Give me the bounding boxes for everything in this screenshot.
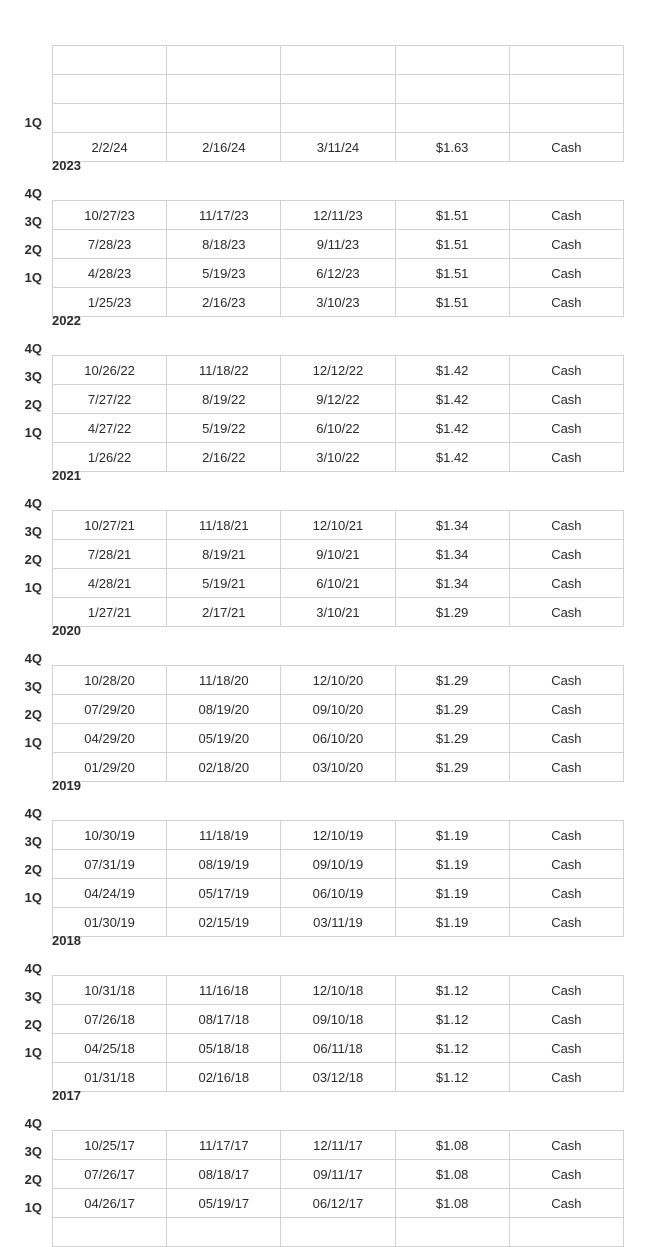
table-cell: 3/11/24 xyxy=(281,133,395,162)
table-row xyxy=(53,1131,624,1160)
table-cell: 06/10/19 xyxy=(281,879,395,908)
table-row xyxy=(53,230,624,259)
table-cell: 09/10/19 xyxy=(281,850,395,879)
table-cell xyxy=(281,1218,395,1247)
table-cell: 12/11/23 xyxy=(281,201,395,230)
table-cell: 9/10/21 xyxy=(281,540,395,569)
table-cell: Cash xyxy=(509,724,623,753)
table-cell: 1/25/23 xyxy=(53,288,167,317)
table-cell: 8/19/22 xyxy=(167,385,281,414)
table-cell: Cash xyxy=(509,695,623,724)
quarter-labels xyxy=(0,1110,42,1222)
table-cell: 6/10/22 xyxy=(281,414,395,443)
table-cell: 01/29/20 xyxy=(53,753,167,782)
table-cell: 05/18/18 xyxy=(167,1034,281,1063)
table-cell: 12/10/21 xyxy=(281,511,395,540)
table-cell: 4/28/23 xyxy=(53,259,167,288)
quarter-label: 3Q xyxy=(24,834,42,849)
table-cell: Cash xyxy=(509,230,623,259)
table-cell: $1.12 xyxy=(395,1063,509,1092)
table-cell xyxy=(509,1218,623,1247)
table-cell: $1.29 xyxy=(395,598,509,627)
table-cell xyxy=(167,1218,281,1247)
table-cell: 8/19/21 xyxy=(167,540,281,569)
table-row xyxy=(53,1034,624,1063)
table-cell: 2/2/24 xyxy=(53,133,167,162)
table-cell: $1.19 xyxy=(395,908,509,937)
quarter-label: 1Q xyxy=(24,425,42,440)
quarter-label: 3Q xyxy=(24,369,42,384)
year-section-2023 xyxy=(0,130,650,310)
table-row xyxy=(53,879,624,908)
table-cell: 10/25/17 xyxy=(53,1131,167,1160)
year-heading: 2018 xyxy=(52,933,81,948)
quarter-labels xyxy=(0,490,42,602)
table-cell: 7/28/23 xyxy=(53,230,167,259)
quarter-label: 1Q xyxy=(24,115,42,130)
table-cell: $1.42 xyxy=(395,443,509,472)
year-heading: 2021 xyxy=(52,468,81,483)
table-cell: 03/11/19 xyxy=(281,908,395,937)
table-cell: $1.19 xyxy=(395,850,509,879)
quarter-labels xyxy=(0,955,42,1067)
table-cell: 11/17/17 xyxy=(167,1131,281,1160)
year-section-2022 xyxy=(0,285,650,465)
table-cell: 02/15/19 xyxy=(167,908,281,937)
table-cell: 2/16/23 xyxy=(167,288,281,317)
year-heading: 2022 xyxy=(52,313,81,328)
table-cell: $1.12 xyxy=(395,1005,509,1034)
table-cell: 09/10/18 xyxy=(281,1005,395,1034)
table-row xyxy=(53,850,624,879)
table-cell: $1.08 xyxy=(395,1131,509,1160)
table-cell: Cash xyxy=(509,569,623,598)
year-heading: 2023 xyxy=(52,158,81,173)
table-row xyxy=(53,201,624,230)
table-cell: 11/18/20 xyxy=(167,666,281,695)
quarter-label: 4Q xyxy=(24,186,42,201)
table-cell: 02/18/20 xyxy=(167,753,281,782)
quarter-label: 2Q xyxy=(24,552,42,567)
quarter-labels xyxy=(0,180,42,292)
quarter-labels xyxy=(0,335,42,447)
table-row xyxy=(53,821,624,850)
table-cell: 2/16/24 xyxy=(167,133,281,162)
table-cell: 2/17/21 xyxy=(167,598,281,627)
table-cell: 08/19/19 xyxy=(167,850,281,879)
table-cell: 04/25/18 xyxy=(53,1034,167,1063)
table-row xyxy=(53,976,624,1005)
table-row xyxy=(53,356,624,385)
quarter-label: 4Q xyxy=(24,651,42,666)
table-cell: Cash xyxy=(509,511,623,540)
quarter-label: 2Q xyxy=(24,242,42,257)
table-cell: 11/17/23 xyxy=(167,201,281,230)
table-cell: 5/19/21 xyxy=(167,569,281,598)
table-cell: $1.42 xyxy=(395,414,509,443)
year-heading: 2020 xyxy=(52,623,81,638)
table-cell: Cash xyxy=(509,1160,623,1189)
table-cell: 01/31/18 xyxy=(53,1063,167,1092)
table-cell: 10/27/21 xyxy=(53,511,167,540)
quarter-label: 2Q xyxy=(24,1172,42,1187)
table-cell: 11/18/22 xyxy=(167,356,281,385)
quarter-label: 1Q xyxy=(24,1200,42,1215)
quarter-label: 1Q xyxy=(24,270,42,285)
table-row xyxy=(53,1005,624,1034)
year-section-2018 xyxy=(0,905,650,1085)
table-cell: 4/27/22 xyxy=(53,414,167,443)
table-cell: $1.29 xyxy=(395,724,509,753)
table-cell: $1.12 xyxy=(395,1034,509,1063)
table-cell: Cash xyxy=(509,1005,623,1034)
table-cell xyxy=(395,1218,509,1247)
table-cell: 5/19/23 xyxy=(167,259,281,288)
table-cell: 10/31/18 xyxy=(53,976,167,1005)
table-cell: 07/29/20 xyxy=(53,695,167,724)
table-cell: 7/28/21 xyxy=(53,540,167,569)
table-cell: 08/18/17 xyxy=(167,1160,281,1189)
table-cell: $1.19 xyxy=(395,821,509,850)
quarter-label: 2Q xyxy=(24,707,42,722)
table-cell: $1.08 xyxy=(395,1160,509,1189)
quarter-label: 3Q xyxy=(24,524,42,539)
year-heading: 2017 xyxy=(52,1088,81,1103)
table-cell: 10/26/22 xyxy=(53,356,167,385)
table-cell: Cash xyxy=(509,598,623,627)
quarter-label: 4Q xyxy=(24,1116,42,1131)
table-cell: 10/30/19 xyxy=(53,821,167,850)
table-cell: $1.08 xyxy=(395,1189,509,1218)
quarter-label: 3Q xyxy=(24,989,42,1004)
quarter-label: 1Q xyxy=(24,890,42,905)
table-cell: Cash xyxy=(509,1189,623,1218)
table-cell: 3/10/21 xyxy=(281,598,395,627)
quarter-label: 4Q xyxy=(24,496,42,511)
table-cell: $1.51 xyxy=(395,288,509,317)
year-section-2017 xyxy=(0,1060,650,1215)
table-cell: $1.51 xyxy=(395,259,509,288)
table-cell: Cash xyxy=(509,1034,623,1063)
table-cell: Cash xyxy=(509,201,623,230)
table-cell: 9/12/22 xyxy=(281,385,395,414)
year-heading: 2019 xyxy=(52,778,81,793)
table-cell: 5/19/22 xyxy=(167,414,281,443)
table-cell: 05/19/17 xyxy=(167,1189,281,1218)
table-cell: 02/16/18 xyxy=(167,1063,281,1092)
table-cell: 01/30/19 xyxy=(53,908,167,937)
table-cell: 1/27/21 xyxy=(53,598,167,627)
table-cell: 03/10/20 xyxy=(281,753,395,782)
year-section-2024 xyxy=(0,0,650,155)
table-cell: 04/26/17 xyxy=(53,1189,167,1218)
table-cell: Cash xyxy=(509,540,623,569)
table-cell: $1.34 xyxy=(395,569,509,598)
table-cell: 4/28/21 xyxy=(53,569,167,598)
table-cell: 09/10/20 xyxy=(281,695,395,724)
table-cell: 12/12/22 xyxy=(281,356,395,385)
table-row xyxy=(53,724,624,753)
table-cell: 6/10/21 xyxy=(281,569,395,598)
table-row xyxy=(53,666,624,695)
table-row xyxy=(53,511,624,540)
quarter-label: 1Q xyxy=(24,735,42,750)
quarter-label: 3Q xyxy=(24,1144,42,1159)
table-row xyxy=(53,385,624,414)
table-row xyxy=(53,414,624,443)
table-cell: Cash xyxy=(509,976,623,1005)
table-cell: 9/11/23 xyxy=(281,230,395,259)
table-cell: Cash xyxy=(509,1063,623,1092)
table-cell: 08/17/18 xyxy=(167,1005,281,1034)
table-cell: 11/16/18 xyxy=(167,976,281,1005)
table-cell: Cash xyxy=(509,259,623,288)
table-cell: Cash xyxy=(509,821,623,850)
table-cell: 12/11/17 xyxy=(281,1131,395,1160)
table-cell: 05/19/20 xyxy=(167,724,281,753)
quarter-label: 3Q xyxy=(24,679,42,694)
quarter-labels xyxy=(0,645,42,757)
table-cell: 12/10/20 xyxy=(281,666,395,695)
table-cell: 3/10/23 xyxy=(281,288,395,317)
table-cell: Cash xyxy=(509,133,623,162)
table-cell: 05/17/19 xyxy=(167,879,281,908)
table-cell: $1.34 xyxy=(395,511,509,540)
dividend-table xyxy=(52,1130,624,1247)
table-row xyxy=(53,259,624,288)
table-cell: 2/16/22 xyxy=(167,443,281,472)
table-cell: Cash xyxy=(509,666,623,695)
table-cell: $1.51 xyxy=(395,230,509,259)
table-cell: Cash xyxy=(509,356,623,385)
table-cell: 12/10/18 xyxy=(281,976,395,1005)
table-cell: 12/10/19 xyxy=(281,821,395,850)
table-cell: 07/26/17 xyxy=(53,1160,167,1189)
table-row xyxy=(53,1189,624,1218)
table-row xyxy=(53,569,624,598)
table-row xyxy=(53,695,624,724)
table-cell: 06/11/18 xyxy=(281,1034,395,1063)
table-cell: 11/18/21 xyxy=(167,511,281,540)
table-cell: $1.19 xyxy=(395,879,509,908)
table-cell: 06/12/17 xyxy=(281,1189,395,1218)
table-cell: 06/10/20 xyxy=(281,724,395,753)
table-cell: $1.51 xyxy=(395,201,509,230)
table-cell: Cash xyxy=(509,908,623,937)
table-cell: 04/29/20 xyxy=(53,724,167,753)
table-cell: Cash xyxy=(509,288,623,317)
quarter-labels xyxy=(0,800,42,912)
quarter-label: 2Q xyxy=(24,862,42,877)
table-cell xyxy=(53,1218,167,1247)
table-cell: 7/27/22 xyxy=(53,385,167,414)
table-cell: $1.29 xyxy=(395,695,509,724)
table-cell: Cash xyxy=(509,1131,623,1160)
table-cell: $1.12 xyxy=(395,976,509,1005)
table-row xyxy=(53,540,624,569)
table-cell: $1.42 xyxy=(395,385,509,414)
table-cell: Cash xyxy=(509,414,623,443)
quarter-label: 4Q xyxy=(24,341,42,356)
year-section-2020 xyxy=(0,595,650,775)
table-cell: $1.42 xyxy=(395,356,509,385)
table-cell: $1.63 xyxy=(395,133,509,162)
table-cell: 6/12/23 xyxy=(281,259,395,288)
quarter-label: 2Q xyxy=(24,397,42,412)
quarter-label: 4Q xyxy=(24,806,42,821)
table-cell: 08/19/20 xyxy=(167,695,281,724)
table-cell: 04/24/19 xyxy=(53,879,167,908)
table-row xyxy=(53,1218,624,1247)
quarter-label: 1Q xyxy=(24,580,42,595)
table-cell: Cash xyxy=(509,443,623,472)
table-row xyxy=(53,1160,624,1189)
table-cell: 10/27/23 xyxy=(53,201,167,230)
table-cell: 09/11/17 xyxy=(281,1160,395,1189)
table-cell: 07/26/18 xyxy=(53,1005,167,1034)
table-cell: 8/18/23 xyxy=(167,230,281,259)
table-cell: 10/28/20 xyxy=(53,666,167,695)
table-cell: $1.29 xyxy=(395,753,509,782)
table-cell: $1.34 xyxy=(395,540,509,569)
table-cell: $1.29 xyxy=(395,666,509,695)
year-section-2019 xyxy=(0,750,650,930)
quarter-label: 2Q xyxy=(24,1017,42,1032)
table-cell: 1/26/22 xyxy=(53,443,167,472)
table-cell: 03/12/18 xyxy=(281,1063,395,1092)
quarter-label: 1Q xyxy=(24,1045,42,1060)
table-cell: Cash xyxy=(509,385,623,414)
quarter-labels xyxy=(0,25,42,137)
quarter-label: 3Q xyxy=(24,214,42,229)
year-section-2021 xyxy=(0,440,650,620)
table-cell: 07/31/19 xyxy=(53,850,167,879)
table-cell: 11/18/19 xyxy=(167,821,281,850)
table-cell: Cash xyxy=(509,879,623,908)
table-cell: 3/10/22 xyxy=(281,443,395,472)
table-cell: Cash xyxy=(509,850,623,879)
quarter-label: 4Q xyxy=(24,961,42,976)
table-cell: Cash xyxy=(509,753,623,782)
